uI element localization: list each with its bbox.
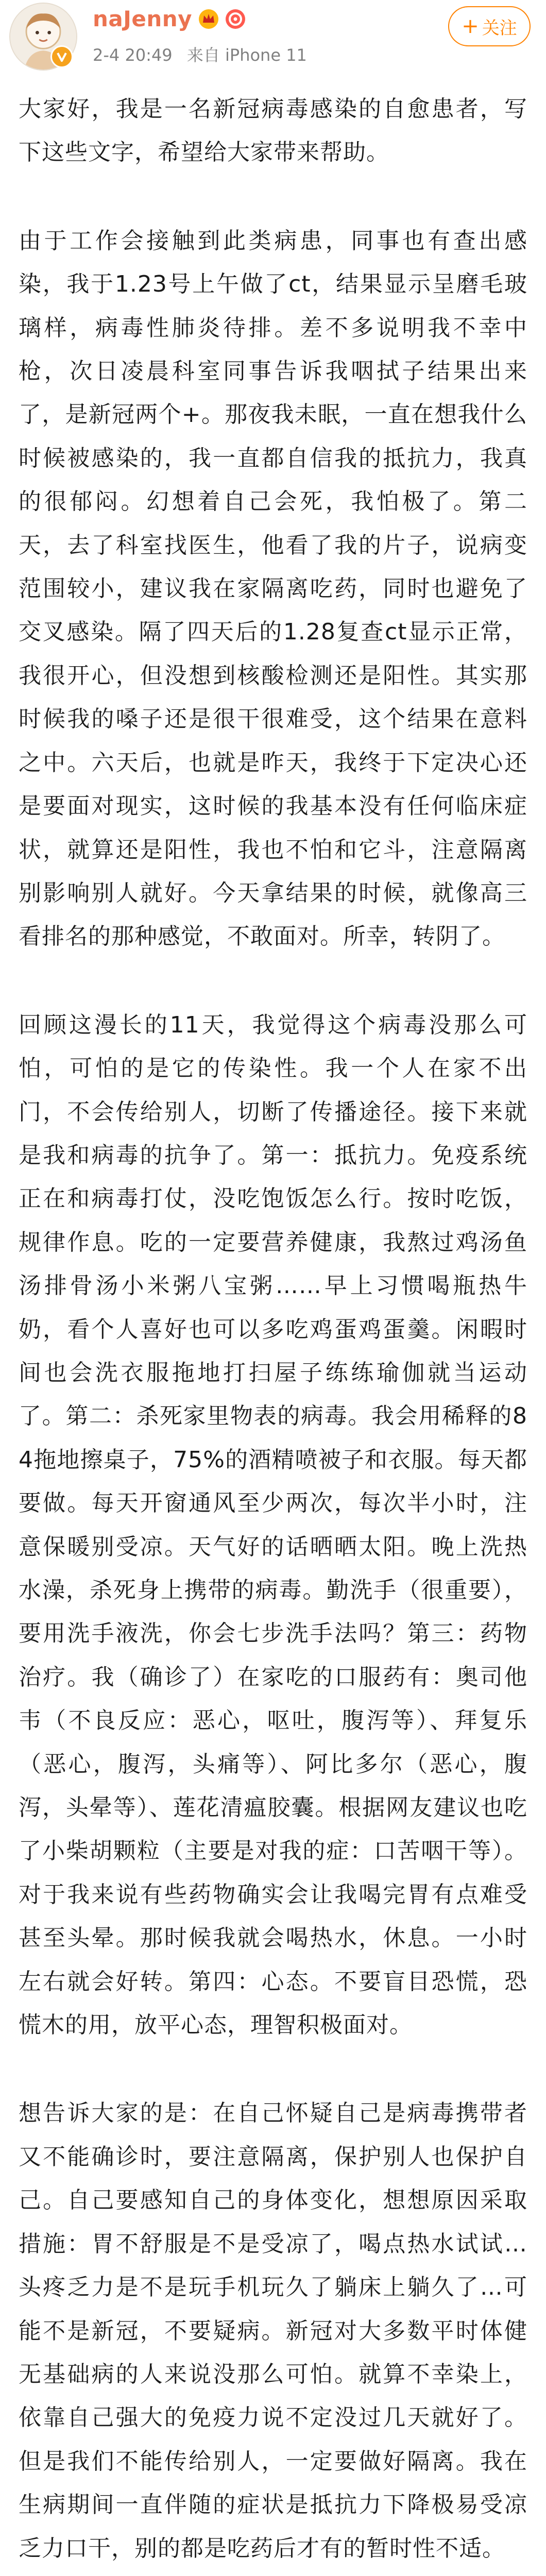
post-source[interactable]: 来自 iPhone 11 bbox=[186, 45, 307, 65]
post-header bbox=[0, 0, 546, 88]
paragraph-1: 大家好，我是一名新冠病毒感染的自愈患者，写下这些文字，希望给大家带来帮助。 bbox=[19, 96, 527, 166]
paragraph-4: 想告诉大家的是：在自己怀疑自己是病毒携带者又不能确诊时，要注意隔离，保护别人也保护自己。自己要感知自己的身体变化，想想原因采取措施：胃不舒服是不是受凉了，喝点热水试试…头疼乏力是不是玩手机玩久了躺床上躺久了…可能不是新冠，不要疑病。新冠对大多数平时体健无基础病的人来说没那么可怕。就算不幸染上，依靠自己强大的免疫力说不定没过几天就好了。但是我们不能传给别人，一定要做好隔离。我在生病期间一直伴随的症状是抵抗力下降极易受凉乏力口干，别的都是吃药后才有的暂时性不适。 bbox=[19, 2100, 527, 2562]
post-body bbox=[0, 88, 546, 2576]
follow-button[interactable] bbox=[448, 6, 531, 46]
follow-label: 关注 bbox=[482, 18, 517, 39]
paragraph-2: 由于工作会接触到此类病患，同事也有查出感染，我于1.23号上午做了ct，结果显示呈磨毛玻璃样，病毒性肺炎待排。差不多说明我不幸中枪，次日凌晨科室同事告诉我咽拭子结果出来了，是新冠两个+。那夜我未眠，一直在想我什么时候被感染的，我一直都自信我的抵抗力，我真的很郁闷。幻想着自己会死，我怕极了。第二天，去了科室找医生，他看了我的片子，说病变范围较小，建议我在家隔离吃药，同时也避免了交叉感染。隔了四天后的1.28复查ct显示正常，我很开心，但没想到核酸检测还是阳性。其实那时候我的嗓子还是很干很难受，这个结果在意料之中。六天后，也就是昨天，我终于下定决心还是要面对现实，这时候的我基本没有任何临床症状，就算还是阳性，我也不怕和它斗，注意隔离别影响别人就好。今天拿结果的时候，就像高三看排名的那种感觉，不敢面对。所幸，转阴了。 bbox=[19, 227, 527, 950]
verified-v-icon bbox=[50, 45, 73, 68]
username[interactable]: naJenny bbox=[93, 6, 193, 31]
vip-crown-icon bbox=[198, 9, 219, 29]
paragraph-3: 回顾这漫长的11天，我觉得这个病毒没那么可怕，可怕的是它的传染性。我一个人在家不出门，不会传给别人，切断了传播途径。接下来就是我和病毒的抗争了。第一：抵抗力。免疫系统正在和病毒打仗，没吃饱饭怎么行。按时吃饭，规律作息。吃的一定要营养健康，我熬过鸡汤鱼汤排骨汤小米粥八宝粥……早上习惯喝瓶热牛奶，看个人喜好也可以多吃鸡蛋鸡蛋羹。闲暇时间也会洗衣服拖地打扫屋子练练瑜伽就当运动了。第二：杀死家里物表的病毒。我会用稀释的84拖地擦桌子，75%的酒精喷被子和衣服。每天都要做。每天开窗通风至少两次，每次半小时，注意保暖别受凉。天气好的话晒晒太阳。晚上洗热水澡，杀死身上携带的病毒。勤洗手（很重要），要用洗手液洗，你会七步洗手法吗？第三：药物治疗。我（确诊了）在家吃的口服药有：奥司他韦（不良反应：恶心，呕吐，腹泻等）、拜复乐（恶心，腹泻，头痛等）、阿比多尔（恶心，腹泻，头晕等）、莲花清瘟胶囊。根据网友建议也吃了小柴胡颗粒（主要是对我的症：口苦咽干等）。对于我来说有些药物确实会让我喝完胃有点难受甚至头晕。那时候我就会喝热水，休息。一小时左右就会好转。第四：心态。不要盲目恐慌，恐慌木的用，放平心态，理智积极面对。 bbox=[19, 1011, 527, 2039]
post-meta bbox=[93, 42, 316, 66]
plus-icon: + bbox=[462, 14, 479, 38]
level-badge-icon bbox=[225, 9, 246, 29]
post-time: 2-4 20:49 bbox=[93, 45, 173, 65]
user-row bbox=[93, 6, 246, 31]
